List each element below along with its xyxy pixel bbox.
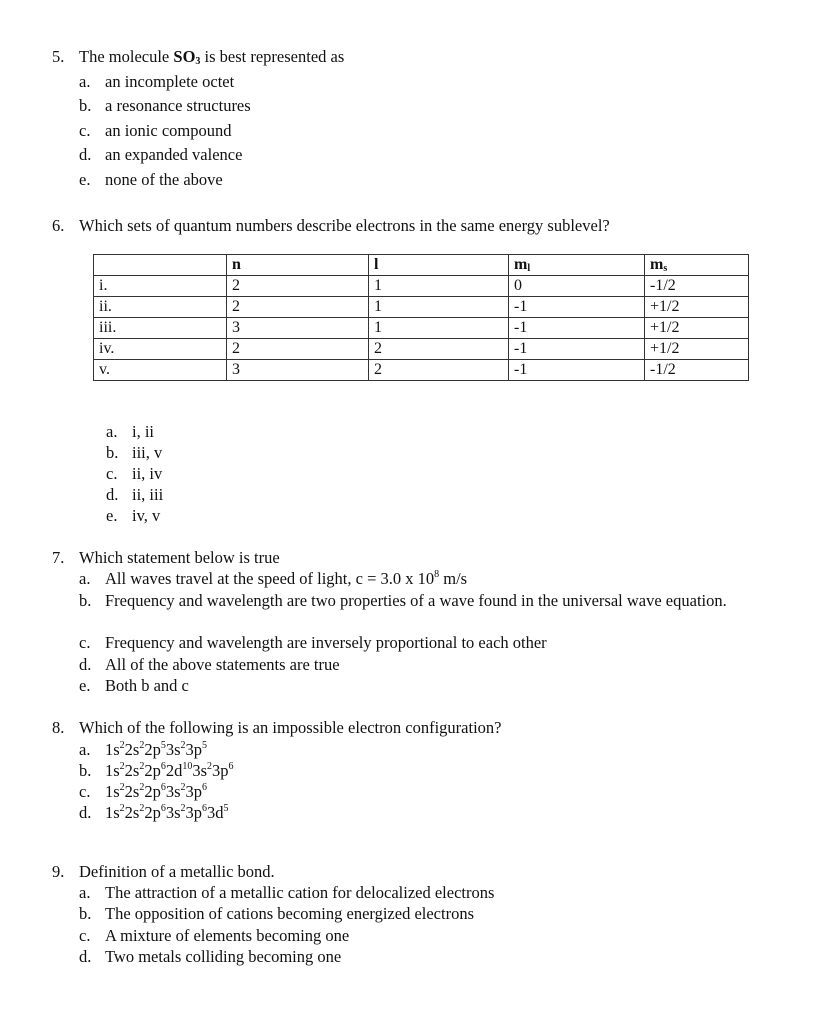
orbital-term: 3p xyxy=(212,761,229,780)
question-9-stem: 9. Definition of a metallic bond. xyxy=(52,862,275,881)
answer-option[interactable]: d. an expanded valence xyxy=(79,145,243,164)
orbital-term: 3s xyxy=(165,740,181,759)
electron-count: 6 xyxy=(202,782,208,793)
answer-option[interactable]: d. Two metals colliding becoming one xyxy=(79,947,342,966)
orbital-term: 2s xyxy=(124,803,140,822)
table-row: iv. 2 2 -1 +1/2 xyxy=(94,339,749,360)
question-number: 5. xyxy=(52,47,65,66)
electron-count: 2 xyxy=(119,740,125,751)
molecule-formula: $SO_3$ xyxy=(173,47,201,67)
electron-count: 6 xyxy=(160,803,166,814)
electron-count: 6 xyxy=(228,761,234,772)
orbital-term: 1s xyxy=(105,782,120,801)
answer-option[interactable]: d. All of the above statements are true xyxy=(79,655,340,674)
orbital-term: 3d xyxy=(207,803,224,822)
question-number: 9. xyxy=(52,862,65,881)
answer-option[interactable]: a. The attraction of a metallic cation for delocalized electrons xyxy=(79,883,495,902)
electron-count: 5 xyxy=(223,803,229,814)
orbital-term: 3p xyxy=(185,803,203,822)
table-header-cell: l xyxy=(369,255,509,276)
orbital-term: 2p xyxy=(144,740,161,759)
answer-option[interactable]: d. $1s^22s^22p^63s^23p^63d^5$ xyxy=(79,803,229,822)
table-header-cell: n xyxy=(227,255,369,276)
answer-option[interactable]: b. Frequency and wavelength are two properties of a wave found in the universal wave equation. xyxy=(79,591,727,610)
answer-option[interactable]: a. an incomplete octet xyxy=(79,72,235,91)
table-row: ii. 2 1 -1 +1/2 xyxy=(94,297,749,318)
orbital-term: 2p xyxy=(144,803,161,822)
table-header-row xyxy=(94,255,749,276)
table-header-cell: $m_l$ xyxy=(509,255,645,276)
question-number: 8. xyxy=(52,718,65,737)
quantum-numbers-table xyxy=(93,254,749,381)
electron-count: 5 xyxy=(160,740,166,751)
electron-count: 6 xyxy=(202,803,208,814)
electron-count: 6 xyxy=(160,761,166,772)
question-8-stem: 8. Which of the following is an impossible electron configuration? xyxy=(52,718,502,737)
answer-option[interactable]: a. $1s^22s^22p^53s^23p^5$ xyxy=(79,740,208,759)
orbital-term: 2d xyxy=(165,761,183,780)
answer-option[interactable]: c. ii, iv xyxy=(106,464,163,483)
table-header-cell: $m_s$ xyxy=(645,255,749,276)
electron-count: 2 xyxy=(119,803,125,814)
electron-count: 10 xyxy=(182,761,193,772)
electron-count: 2 xyxy=(139,740,145,751)
answer-option[interactable]: b. The opposition of cations becoming energized electrons xyxy=(79,904,475,923)
table-row: iii. 3 1 -1 +1/2 xyxy=(94,318,749,339)
orbital-term: 3s xyxy=(165,803,181,822)
orbital-term: 3p xyxy=(185,782,203,801)
orbital-term: 3p xyxy=(185,740,203,759)
electron-count: 2 xyxy=(180,803,186,814)
answer-option[interactable]: d. ii, iii xyxy=(106,485,164,504)
table-row: v. 3 2 -1 -1/2 xyxy=(94,360,749,381)
electron-count: 2 xyxy=(180,782,186,793)
electron-configuration xyxy=(105,803,229,822)
orbital-term: 1s xyxy=(105,803,120,822)
orbital-term: 2s xyxy=(124,761,140,780)
orbital-term: 3s xyxy=(165,782,181,801)
answer-option[interactable]: a. i, ii xyxy=(106,422,155,441)
orbital-term: 1s xyxy=(105,761,120,780)
electron-count: 2 xyxy=(207,761,213,772)
orbital-term: 3s xyxy=(192,761,208,780)
orbital-term: 2p xyxy=(144,782,161,801)
answer-option[interactable]: b. a resonance structures xyxy=(79,96,251,115)
answer-option[interactable]: a. All waves travel at the speed of light, c = 3.0 x $10^8$ m/s xyxy=(79,569,468,588)
answer-option[interactable]: c. Frequency and wavelength are inversely proportional to each other xyxy=(79,633,547,652)
electron-count: 2 xyxy=(180,740,186,751)
answer-option[interactable]: e. none of the above xyxy=(79,170,223,189)
orbital-term: 2s xyxy=(124,782,140,801)
answer-option[interactable]: e. Both b and c xyxy=(79,676,189,695)
orbital-term: 1s xyxy=(105,740,120,759)
answer-option[interactable]: c. A mixture of elements becoming one xyxy=(79,926,350,945)
answer-option[interactable]: e. iv, v xyxy=(106,506,161,525)
table-row: i. 2 1 0 -1/2 xyxy=(94,276,749,297)
question-number: 6. xyxy=(52,216,65,235)
electron-configuration xyxy=(105,740,207,759)
answer-option[interactable]: b. $1s^22s^22p^62d^{10}3s^23p^6$ xyxy=(79,761,234,780)
electron-count: 2 xyxy=(139,761,145,772)
electron-count: 2 xyxy=(119,761,125,772)
electron-configuration xyxy=(105,761,234,780)
question-7-stem: 7. Which statement below is true xyxy=(52,548,280,567)
question-number: 7. xyxy=(52,548,65,567)
electron-count: 6 xyxy=(160,782,166,793)
electron-count: 2 xyxy=(119,782,125,793)
electron-configuration xyxy=(105,782,207,801)
electron-count: 2 xyxy=(139,803,145,814)
orbital-term: 2s xyxy=(124,740,140,759)
answer-option[interactable]: c. $1s^22s^22p^63s^23p^6$ xyxy=(79,782,208,801)
orbital-term: 2p xyxy=(144,761,161,780)
electron-count: 5 xyxy=(202,740,208,751)
question-6-stem: 6. Which sets of quantum numbers describe electrons in the same energy sublevel? xyxy=(52,216,610,235)
answer-option[interactable]: c. an ionic compound xyxy=(79,121,232,140)
electron-count: 2 xyxy=(139,782,145,793)
table-header-cell xyxy=(94,255,227,276)
question-5-stem: 5. The molecule $SO_3$ is best represented as xyxy=(52,47,345,67)
answer-option[interactable]: b. iii, v xyxy=(106,443,163,462)
